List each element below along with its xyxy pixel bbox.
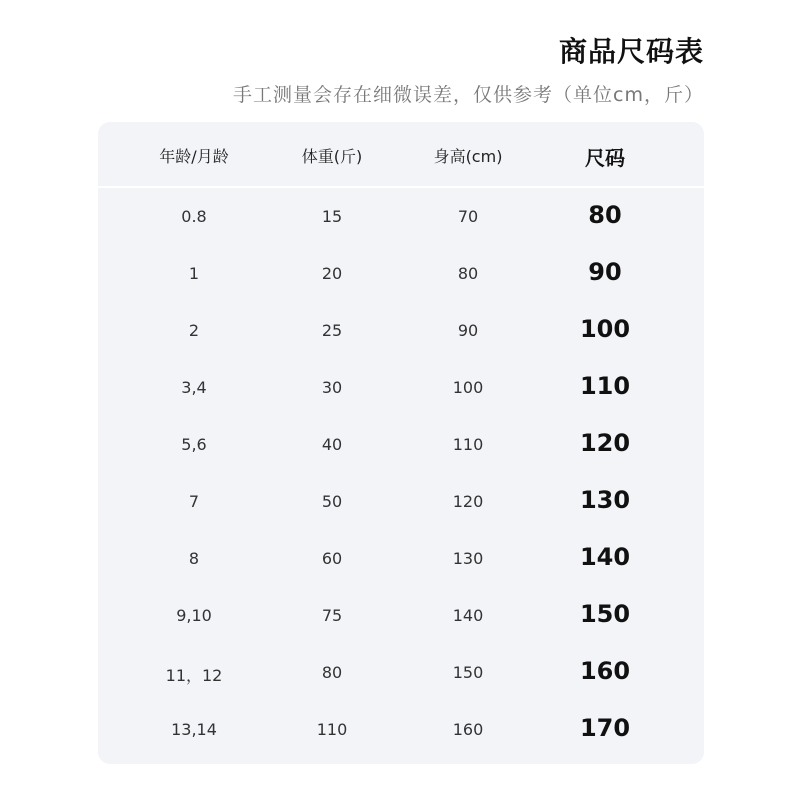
- weight-cell: 110: [316, 720, 348, 739]
- weight-cell: 60: [321, 549, 343, 568]
- weight-cell: 80: [321, 663, 343, 682]
- header-height: 身高(cm): [433, 147, 503, 166]
- height-cell: 150: [452, 663, 484, 682]
- height-cell: 160: [452, 720, 484, 739]
- height-cell: 100: [452, 378, 484, 397]
- table-row: [98, 303, 704, 359]
- height-cell: 140: [452, 606, 484, 625]
- age-cell: 0.8: [181, 207, 207, 226]
- weight-cell: 50: [321, 492, 343, 511]
- table-row: [98, 360, 704, 416]
- size-table: [98, 122, 704, 764]
- age-cell: 3,4: [181, 378, 207, 397]
- height-cell: 120: [452, 492, 484, 511]
- table-row: [98, 702, 704, 758]
- size-cell: 160: [579, 657, 631, 685]
- age-cell: 7: [188, 492, 200, 511]
- weight-cell: 25: [321, 321, 343, 340]
- age-cell: 13,14: [171, 720, 217, 739]
- size-cell: 110: [579, 372, 631, 400]
- size-cell: 100: [579, 315, 631, 343]
- age-cell: 2: [188, 321, 200, 340]
- height-cell: 130: [452, 549, 484, 568]
- weight-cell: 40: [321, 435, 343, 454]
- size-cell: 90: [588, 258, 622, 286]
- table-header-row: [98, 122, 704, 186]
- weight-cell: 30: [321, 378, 343, 397]
- age-cell: 1: [188, 264, 200, 283]
- table-row: [98, 531, 704, 587]
- weight-cell: 75: [321, 606, 343, 625]
- size-cell: 80: [588, 201, 622, 229]
- size-cell: 120: [579, 429, 631, 457]
- header-weight: 体重(斤): [301, 147, 363, 166]
- height-cell: 110: [452, 435, 484, 454]
- weight-cell: 20: [321, 264, 343, 283]
- table-row: [98, 189, 704, 245]
- height-cell: 90: [457, 321, 479, 340]
- size-cell: 150: [579, 600, 631, 628]
- table-row: [98, 645, 704, 701]
- page-subtitle: 手工测量会存在细微误差，仅供参考（单位cm，斤）: [233, 84, 704, 106]
- table-row: [98, 588, 704, 644]
- table-row: [98, 417, 704, 473]
- age-cell: 8: [188, 549, 200, 568]
- age-cell: 11，12: [165, 666, 223, 685]
- header-divider: [98, 186, 704, 188]
- size-cell: 140: [579, 543, 631, 571]
- age-cell: 9,10: [176, 606, 212, 625]
- header-size: 尺码: [585, 146, 625, 170]
- header-age: 年龄/月龄: [159, 147, 229, 166]
- size-cell: 130: [579, 486, 631, 514]
- weight-cell: 15: [321, 207, 343, 226]
- height-cell: 70: [457, 207, 479, 226]
- table-row: [98, 246, 704, 302]
- page-title: 商品尺码表: [558, 35, 704, 68]
- age-cell: 5,6: [181, 435, 207, 454]
- size-cell: 170: [579, 714, 631, 742]
- table-row: [98, 474, 704, 530]
- height-cell: 80: [457, 264, 479, 283]
